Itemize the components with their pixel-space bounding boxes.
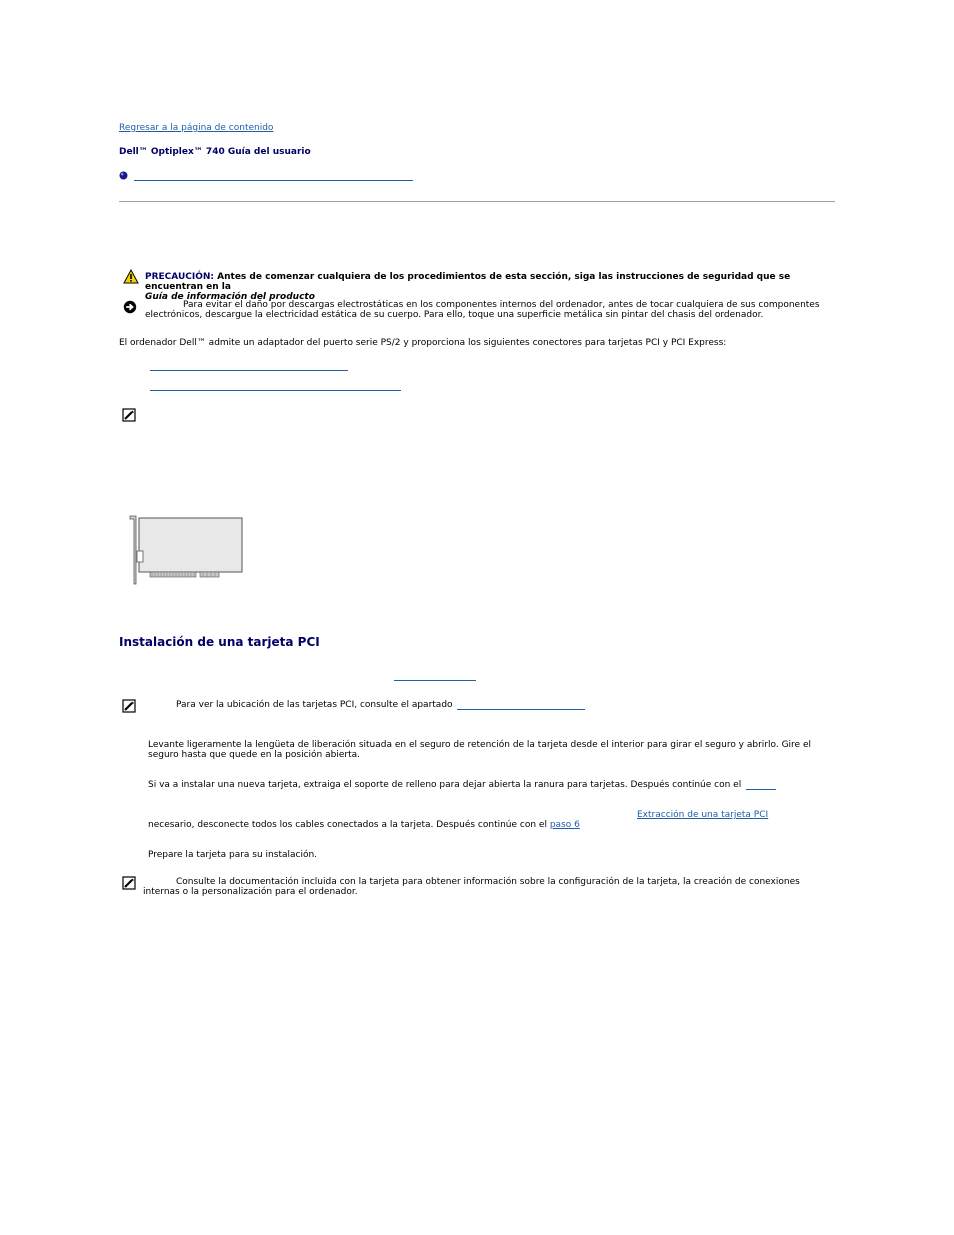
connector-link-2[interactable] bbox=[150, 390, 401, 391]
guide-title: Dell™ Optiplex™ 740 Guía del usuario bbox=[119, 147, 311, 157]
bullet-icon bbox=[119, 171, 128, 180]
note-documentation-line-2: internas o la personalización para el ordenador. bbox=[143, 887, 358, 897]
caution-guide-name: Guía de información del producto bbox=[145, 292, 315, 302]
warning-icon bbox=[123, 269, 139, 284]
step-2: Si va a instalar una nueva tarjeta, extraiga el soporte de relleno para dejar abierta la ranura para tarjetas. Después continúe con el bbox=[148, 780, 742, 790]
notice-line-1: Para evitar el daño por descargas electrostáticas en los componentes internos del ordenador, antes de tocar cualquiera de sus componentes bbox=[183, 300, 820, 310]
step-1-line-1: Levante ligeramente la lengüeta de liberación situada en el seguro de retención de la tarjeta desde el interior para girar el seguro y abrirlo. Gire el bbox=[148, 740, 811, 750]
caution-block bbox=[145, 272, 835, 302]
step-link[interactable] bbox=[746, 789, 776, 790]
section-link[interactable] bbox=[394, 680, 476, 681]
step-6-link[interactable]: paso 6 bbox=[549, 820, 580, 830]
pci-location-link[interactable] bbox=[457, 709, 585, 710]
step-3 bbox=[148, 820, 580, 830]
back-to-contents-link[interactable]: Regresar a la página de contenido bbox=[119, 123, 274, 133]
divider bbox=[119, 201, 835, 202]
caution-label: PRECAUCIÓN: bbox=[145, 272, 215, 282]
note-icon bbox=[122, 876, 136, 890]
pci-card-illustration bbox=[127, 513, 245, 587]
note-pci-location: Para ver la ubicación de las tarjetas PCI, consulte el apartado bbox=[176, 700, 453, 710]
section-heading: Instalación de una tarjeta PCI bbox=[119, 635, 320, 649]
note-documentation-line-1: Consulte la documentación incluida con la tarjeta para obtener información sobre la configuración de la tarjeta, la creación de conexiones bbox=[176, 877, 800, 887]
step-1-line-2: seguro hasta que quede en la posición abierta. bbox=[148, 750, 360, 760]
step-3-text: necesario, desconecte todos los cables conectados a la tarjeta. Después continúe con el bbox=[148, 820, 547, 830]
note-icon bbox=[122, 408, 136, 422]
step-4: Prepare la tarjeta para su instalación. bbox=[148, 850, 318, 860]
toc-link-underline[interactable] bbox=[134, 180, 413, 181]
caution-text: Antes de comenzar cualquiera de los procedimientos de esta sección, siga las instrucciones de seguridad que se encuentran en la bbox=[145, 272, 791, 292]
intro-paragraph: El ordenador Dell™ admite un adaptador del puerto serie PS/2 y proporciona los siguientes conectores para tarjetas PCI y PCI Express: bbox=[119, 338, 727, 348]
remove-pci-card-link[interactable]: Extracción de una tarjeta PCI bbox=[637, 810, 769, 820]
note-icon bbox=[122, 699, 136, 713]
notice-icon bbox=[123, 300, 137, 314]
connector-link-1[interactable] bbox=[150, 370, 348, 371]
notice-line-2: electrónicos, descargue la electricidad estática de su cuerpo. Para ello, toque una superficie metálica sin pintar del chasis del ordenador. bbox=[145, 310, 764, 320]
